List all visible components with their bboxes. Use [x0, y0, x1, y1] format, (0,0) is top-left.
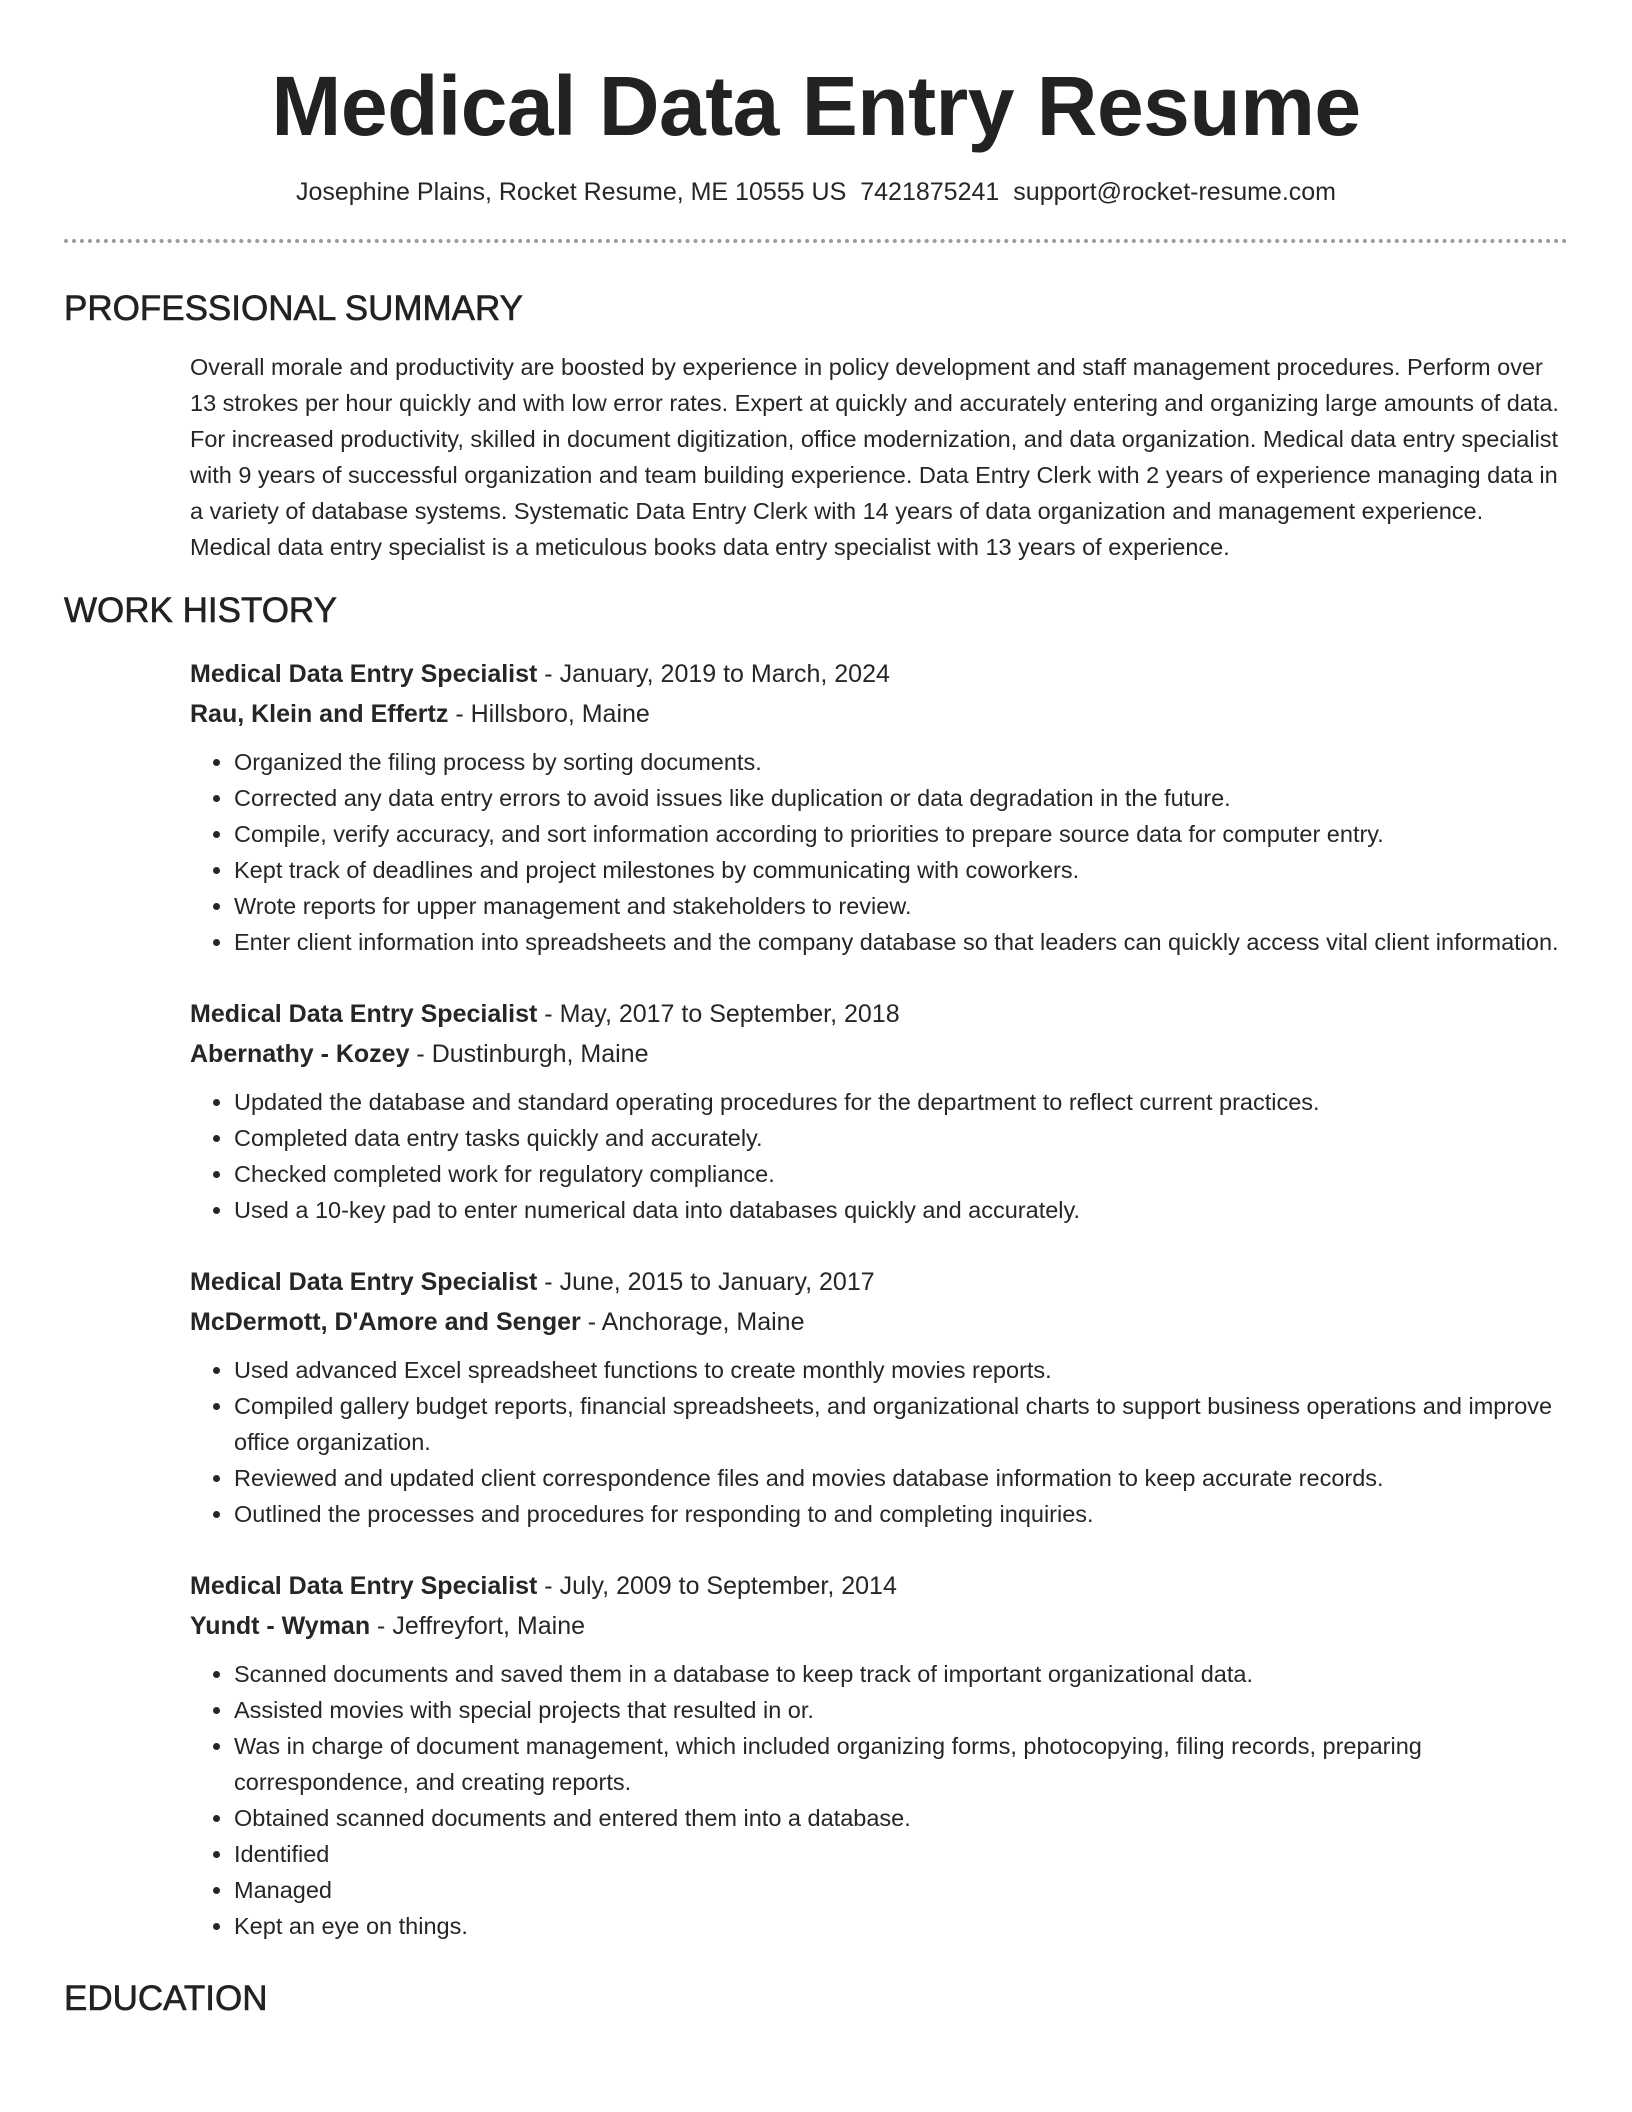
job-bullet: • Was in charge of document management, which included organizing forms, photocopying, filing records, preparing correspondence, and creating reports.: [234, 1728, 1568, 1800]
work-history-list: [190, 654, 1568, 1944]
job-company-line: [190, 694, 1568, 734]
job-dates: - January, 2019 to March, 2024: [537, 660, 890, 688]
job-bullet-list: [190, 1656, 1568, 1944]
header-divider: [64, 239, 1568, 243]
job-bullet: • Updated the database and standard operating procedures for the department to reflect current practices.: [234, 1084, 1568, 1120]
job-bullet: • Corrected any data entry errors to avoid issues like duplication or data degradation in the future.: [234, 780, 1568, 816]
job-title-line: [190, 1262, 1568, 1302]
contact-line: [64, 176, 1568, 208]
job-dates: - May, 2017 to September, 2018: [537, 1000, 900, 1028]
job-location: - Dustinburgh, Maine: [409, 1040, 649, 1068]
job-bullet: • Wrote reports for upper management and stakeholders to review.: [234, 888, 1568, 924]
job-title-line: [190, 1566, 1568, 1606]
job-company-line: [190, 1302, 1568, 1342]
contact-phone: 7421875241: [860, 178, 1000, 206]
contact-email: support@rocket-resume.com: [1013, 178, 1337, 206]
job-title-line: [190, 994, 1568, 1034]
job-bullet: • Kept an eye on things.: [234, 1908, 1568, 1944]
job-bullet: • Compile, verify accuracy, and sort information according to priorities to prepare source data for computer entry.: [234, 816, 1568, 852]
job-bullet: • Assisted movies with special projects that resulted in or.: [234, 1692, 1568, 1728]
job-entry: [190, 1566, 1568, 1944]
job-company: Rau, Klein and Effertz: [190, 700, 449, 728]
job-bullet: • Outlined the processes and procedures for responding to and completing inquiries.: [234, 1496, 1568, 1532]
job-bullet-list: [190, 1352, 1568, 1532]
job-company: Abernathy - Kozey: [190, 1040, 410, 1068]
job-bullet-list: [190, 1084, 1568, 1228]
job-bullet: • Organized the filing process by sorting documents.: [234, 744, 1568, 780]
job-entry: [190, 994, 1568, 1228]
job-location: - Anchorage, Maine: [580, 1308, 805, 1336]
job-bullet: • Scanned documents and saved them in a database to keep track of important organizational data.: [234, 1656, 1568, 1692]
job-location: - Jeffreyfort, Maine: [370, 1612, 586, 1640]
job-entry: [190, 1262, 1568, 1532]
job-bullet: • Identified: [234, 1836, 1568, 1872]
job-bullet: • Completed data entry tasks quickly and accurately.: [234, 1120, 1568, 1156]
resume-title: Medical Data Entry Resume: [271, 59, 1361, 153]
job-bullet: • Managed: [234, 1872, 1568, 1908]
job-title: Medical Data Entry Specialist: [190, 1268, 538, 1296]
job-bullet: • Compiled gallery budget reports, financial spreadsheets, and organizational charts to support business operations and improve office organization.: [234, 1388, 1568, 1460]
job-bullet: • Kept track of deadlines and project milestones by communicating with coworkers.: [234, 852, 1568, 888]
work-history-heading: WORK HISTORY: [64, 591, 337, 630]
job-title: Medical Data Entry Specialist: [190, 1000, 538, 1028]
job-dates: - July, 2009 to September, 2014: [537, 1572, 897, 1600]
job-title: Medical Data Entry Specialist: [190, 660, 538, 688]
job-dates: - June, 2015 to January, 2017: [537, 1268, 875, 1296]
job-bullet: • Reviewed and updated client correspondence files and movies database information to keep accurate records.: [234, 1460, 1568, 1496]
job-bullet: • Used advanced Excel spreadsheet functions to create monthly movies reports.: [234, 1352, 1568, 1388]
contact-address: Josephine Plains, Rocket Resume, ME 10555 US: [295, 178, 847, 206]
job-bullet: • Used a 10-key pad to enter numerical data into databases quickly and accurately.: [234, 1192, 1568, 1228]
summary-heading: PROFESSIONAL SUMMARY: [64, 289, 523, 328]
job-entry: [190, 654, 1568, 960]
job-bullet: • Enter client information into spreadsheets and the company database so that leaders can quickly access vital client information.: [234, 924, 1568, 960]
job-bullet: • Obtained scanned documents and entered them into a database.: [234, 1800, 1568, 1836]
job-company: McDermott, D'Amore and Senger: [190, 1308, 581, 1336]
job-location: - Hillsboro, Maine: [448, 700, 650, 728]
resume-page: [64, 0, 1568, 2020]
job-company: Yundt - Wyman: [190, 1612, 371, 1640]
job-bullet: • Checked completed work for regulatory compliance.: [234, 1156, 1568, 1192]
education-heading: EDUCATION: [64, 1979, 268, 2018]
job-title: Medical Data Entry Specialist: [190, 1572, 538, 1600]
job-title-line: [190, 654, 1568, 694]
job-bullet-list: [190, 744, 1568, 960]
summary-text: Overall morale and productivity are boosted by experience in policy development and staff management procedures. Perform over 13 strokes per hour quickly and with low error rates. Expert at quickly and accurately entering and organizing large amounts of data. For increased productivity, skilled in document digitization, office modernization, and data organization. Medical data entry specialist with 9 years of successful organization and team building experience. Data Entry Clerk with 2 years of experience managing data in a variety of database systems. Systematic Data Entry Clerk with 14 years of data organization and management experience. Medical data entry specialist is a meticulous books data entry specialist with 13 years of experience.: [190, 354, 1559, 560]
job-company-line: [190, 1034, 1568, 1074]
job-company-line: [190, 1606, 1568, 1646]
